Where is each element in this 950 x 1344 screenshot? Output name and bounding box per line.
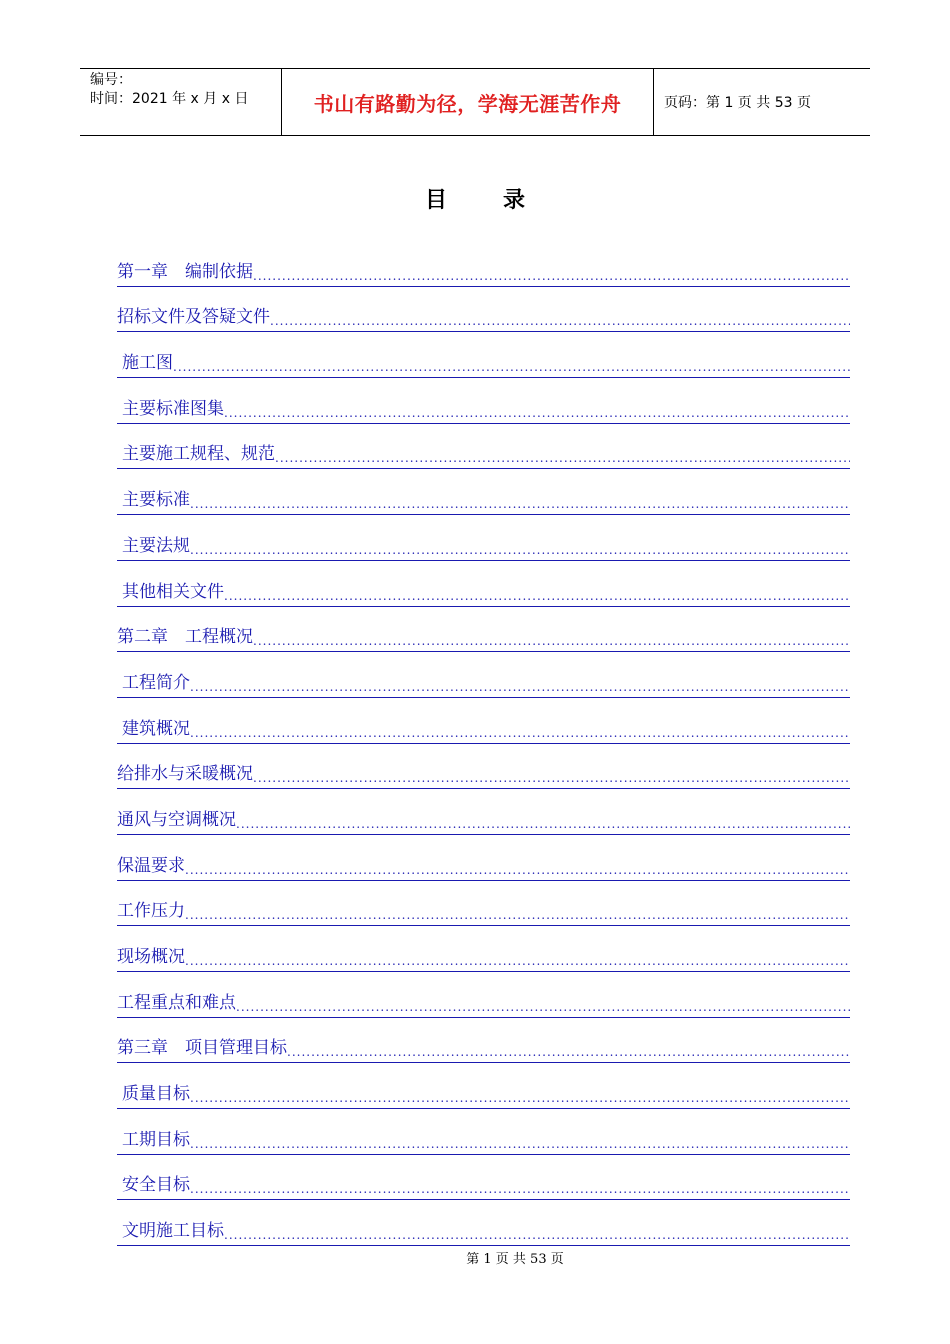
document-number-label: 编号： <box>90 72 132 88</box>
toc-leader-dots <box>287 1045 850 1059</box>
header-motto: 书山有路勤为径，学海无涯苦作舟 <box>282 69 654 135</box>
toc-leader-dots <box>190 543 850 557</box>
toc-entry-link[interactable] <box>117 581 850 607</box>
toc-leader-dots <box>253 771 850 785</box>
toc-entry[interactable] <box>117 652 850 698</box>
page-header <box>80 68 870 136</box>
toc-entry-link[interactable] <box>117 946 850 972</box>
header-page-info: 页码：第 1 页 共 53 页 <box>664 95 811 111</box>
toc-leader-dots <box>224 406 850 420</box>
toc-entry[interactable] <box>117 744 850 790</box>
toc-entry[interactable] <box>117 332 850 378</box>
toc-entry-link[interactable] <box>117 1037 850 1063</box>
toc-entry-label: 工作压力 <box>117 901 185 922</box>
toc-entry-label: 其他相关文件 <box>122 581 224 602</box>
toc-entry-label: 主要标准 <box>122 490 190 511</box>
toc-entry-label: 招标文件及答疑文件 <box>117 307 270 328</box>
toc-title-left: 目 <box>424 188 447 213</box>
toc-leader-dots <box>190 497 850 511</box>
toc-entry-link[interactable] <box>117 398 850 424</box>
toc-entry-link[interactable] <box>117 855 850 881</box>
toc-entry[interactable] <box>117 835 850 881</box>
toc-entry-link[interactable] <box>117 1083 850 1109</box>
toc-entry[interactable] <box>117 515 850 561</box>
toc-leader-dots <box>236 1000 850 1014</box>
toc-entry-label: 工程简介 <box>122 672 190 693</box>
toc-entry[interactable] <box>117 1063 850 1109</box>
toc-entry-label: 文明施工目标 <box>122 1221 224 1242</box>
toc-entry-label: 建筑概况 <box>122 718 190 739</box>
toc-leader-dots <box>236 817 850 831</box>
toc-entry-link[interactable] <box>117 261 850 287</box>
toc-leader-dots <box>275 451 850 465</box>
toc-entry[interactable] <box>117 926 850 972</box>
table-of-contents <box>117 241 850 1246</box>
toc-entry[interactable] <box>117 881 850 927</box>
toc-entry-link[interactable] <box>117 1129 850 1155</box>
toc-entry[interactable] <box>117 607 850 653</box>
toc-entry-label: 主要法规 <box>122 535 190 556</box>
toc-entry[interactable] <box>117 424 850 470</box>
toc-entry-label: 第二章 工程概况 <box>117 627 253 648</box>
toc-entry-label: 工程重点和难点 <box>117 992 236 1013</box>
toc-entry-link[interactable] <box>117 535 850 561</box>
header-meta <box>80 69 282 135</box>
toc-entry-label: 通风与空调概况 <box>117 809 236 830</box>
toc-entry[interactable] <box>117 1109 850 1155</box>
toc-entry-link[interactable] <box>117 900 850 926</box>
toc-entry[interactable] <box>117 561 850 607</box>
toc-leader-dots <box>190 680 850 694</box>
toc-entry-label: 质量目标 <box>122 1084 190 1105</box>
toc-leader-dots <box>185 863 850 877</box>
toc-entry-link[interactable] <box>117 763 850 789</box>
toc-leader-dots <box>190 1091 850 1105</box>
toc-leader-dots <box>190 1137 850 1151</box>
toc-entry-link[interactable] <box>117 1174 850 1200</box>
toc-entry[interactable] <box>117 789 850 835</box>
toc-entry-label: 现场概况 <box>117 947 185 967</box>
toc-entry-link[interactable] <box>117 352 850 378</box>
toc-entry-label: 保温要求 <box>117 855 185 876</box>
toc-entry-label: 安全目标 <box>122 1175 190 1196</box>
toc-leader-dots <box>190 1182 850 1196</box>
toc-entry-label: 施工图 <box>122 353 173 374</box>
toc-leader-dots <box>185 954 850 968</box>
toc-entry-link[interactable] <box>117 718 850 744</box>
toc-entry-link[interactable] <box>117 306 850 332</box>
toc-entry[interactable] <box>117 287 850 333</box>
toc-entry-link[interactable] <box>117 626 850 652</box>
toc-leader-dots <box>190 726 850 740</box>
toc-title <box>0 183 950 214</box>
toc-entry-label: 工期目标 <box>122 1129 190 1150</box>
toc-entry-link[interactable] <box>117 809 850 835</box>
page-footer: 第 1 页 共 53 页 <box>466 1252 564 1267</box>
toc-leader-dots <box>224 589 850 603</box>
toc-entry[interactable] <box>117 1200 850 1246</box>
toc-entry-label: 主要施工规程、规范 <box>122 444 275 465</box>
toc-entry[interactable] <box>117 972 850 1018</box>
toc-entry[interactable] <box>117 1155 850 1201</box>
toc-leader-dots <box>270 314 850 328</box>
toc-entry-link[interactable] <box>117 489 850 515</box>
document-date: 时间：2021 年 x 月 x 日 <box>90 91 249 107</box>
toc-entry-label: 第三章 项目管理目标 <box>117 1038 287 1059</box>
toc-leader-dots <box>224 1228 850 1242</box>
toc-entry-link[interactable] <box>117 672 850 698</box>
toc-entry-link[interactable] <box>117 992 850 1018</box>
toc-entry[interactable] <box>117 469 850 515</box>
toc-leader-dots <box>253 269 850 283</box>
toc-entry[interactable] <box>117 698 850 744</box>
toc-entry-label: 给排水与采暖概况 <box>117 764 253 785</box>
toc-entry[interactable] <box>117 378 850 424</box>
toc-entry[interactable] <box>117 1018 850 1064</box>
toc-entry-label: 第一章 编制依据 <box>117 261 253 282</box>
toc-leader-dots <box>173 360 850 374</box>
toc-entry-link[interactable] <box>117 443 850 469</box>
toc-leader-dots <box>185 908 850 922</box>
toc-entry[interactable] <box>117 241 850 287</box>
toc-leader-dots <box>253 634 850 648</box>
toc-entry-label: 主要标准图集 <box>122 398 224 419</box>
toc-entry-link[interactable] <box>117 1220 850 1246</box>
toc-title-right: 录 <box>503 188 526 213</box>
